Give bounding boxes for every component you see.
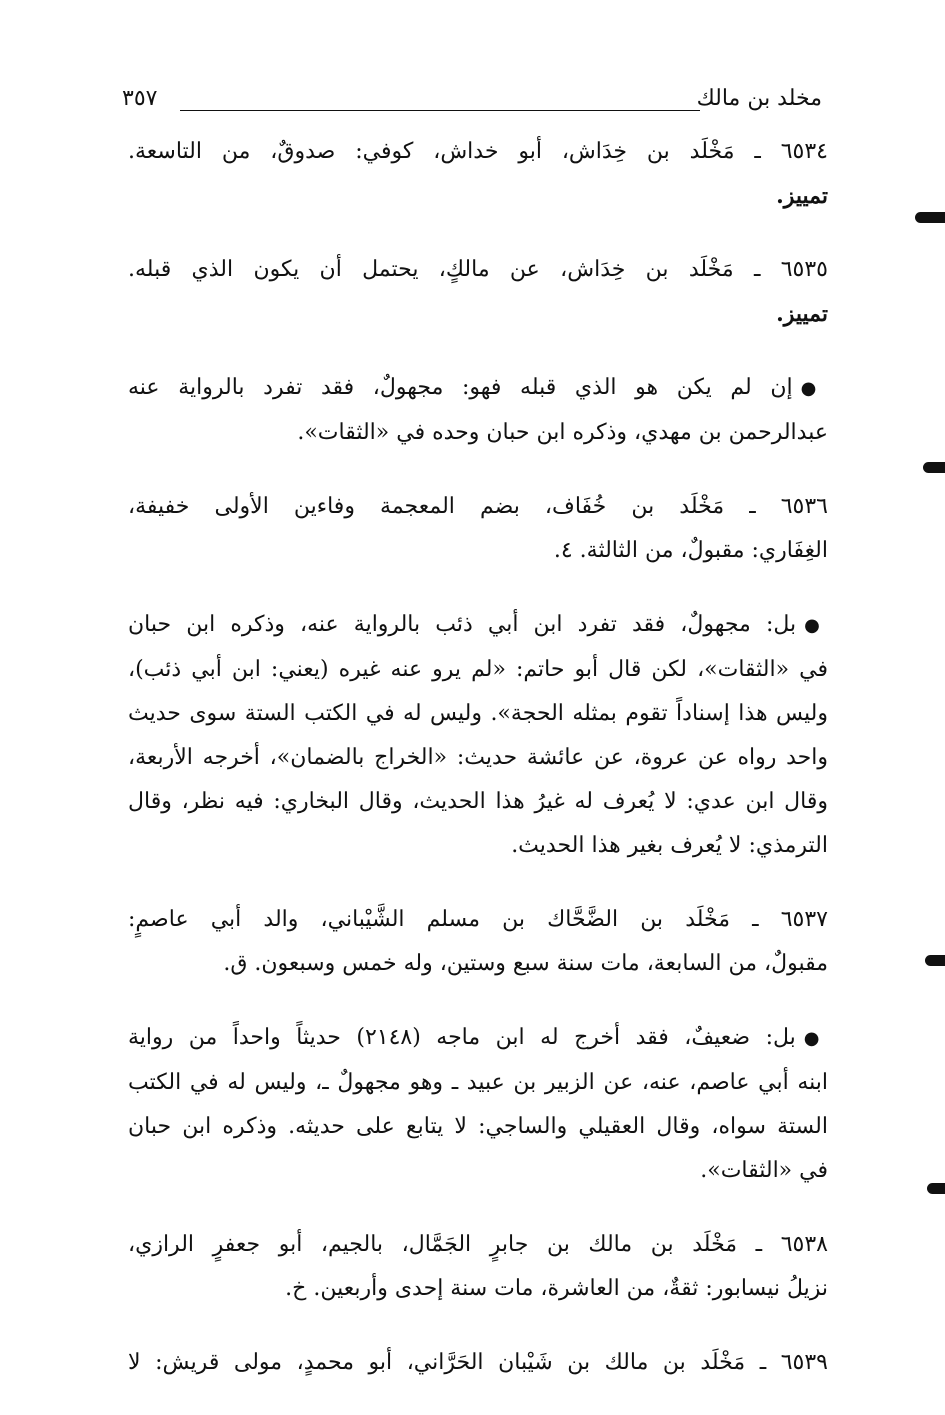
text-line: ٦٥٣٩ ـ مَخْلَد بن مالك بن شَيْبان الحَرَّاني، أبو محمدٍ، مولى قريش: لا — [128, 1350, 828, 1375]
text-line: الغِفَاري: مقبولٌ، من الثالثة. ٤. — [553, 538, 828, 563]
running-header — [122, 84, 822, 118]
entry-6537 — [128, 898, 828, 986]
entry-6538 — [128, 1223, 828, 1311]
text-line: مقبولٌ، من السابعة، مات سنة سبع وستين، وله خمس وسبعون. ق. — [223, 951, 828, 976]
note-line: ابنه أبي عاصم، عنه، عن الزبير بن عبيد ـ وهو مجهولٌ ـ، وليس له في الكتب — [128, 1070, 828, 1095]
note-line: في «الثقات». — [700, 1158, 828, 1183]
header-rule — [180, 110, 700, 111]
note-line: عبدالرحمن بن مهدي، وذكره ابن حبان وحده في «الثقات». — [297, 420, 828, 445]
entry-6539 — [128, 1341, 828, 1385]
text-line: ٦٥٣٦ ـ مَخْلَد بن خُفَاف، بضم المعجمة وفاءين الأولى خفيفة، — [128, 494, 828, 519]
note-line: واحد رواه عن عروة، عن عائشة حديث: «الخراج بالضمان»، أخرجه الأربعة، — [128, 745, 828, 770]
scan-edge-mark — [927, 1183, 945, 1194]
note-line: ●إن لم يكن هو الذي قبله فهو: مجهولٌ، فقد تفرد بالرواية عنه — [128, 375, 828, 400]
text-line: نزيلُ نيسابور: ثقةٌ، من العاشرة، مات سنة إحدى وأربعين. خ. — [285, 1276, 828, 1301]
text-line: تمييز. — [776, 301, 828, 327]
note-line: في «الثقات»، لكن قال أبو حاتم: «لم يرو عنه غيره (يعني: ابن أبي ذئب)، — [128, 657, 828, 682]
header-title: مخلد بن مالك — [696, 86, 822, 111]
note-line: وقال ابن عدي: لا يُعرف له غيرُ هذا الحديث، وقال البخاري: فيه نظر، وقال — [128, 789, 828, 814]
bullet-icon: ● — [804, 615, 828, 636]
note-line: ●بل: ضعيفٌ، فقد أخرج له ابن ماجه (٢١٤٨) حديثاً واحداً من رواية — [128, 1025, 828, 1050]
editor-note — [128, 366, 828, 455]
text-line: تمييز. — [776, 183, 828, 209]
text-line: ٦٥٣٧ ـ مَخْلَد بن الضَّحَّاك بن مسلم الشَّيْباني، والد أبي عاصمٍ: — [128, 907, 828, 932]
entry-6535 — [128, 248, 828, 336]
entry-6534 — [128, 130, 828, 218]
note-line: وليس هذا إسناداً تقوم بمثله الحجة». وليس له في الكتب الستة سوى حديث — [128, 701, 828, 726]
text-line: ٦٥٣٤ ـ مَخْلَد بن خِدَاش، أبو خداش، كوفي: صدوقٌ، من التاسعة. — [128, 139, 828, 164]
page-number: ٣٥٧ — [122, 86, 158, 111]
editor-note — [128, 1016, 828, 1193]
bullet-icon: ● — [800, 378, 828, 399]
note-line: الترمذي: لا يُعرف بغير هذا الحديث. — [511, 833, 828, 858]
scan-edge-mark — [925, 955, 945, 966]
scan-edge-mark — [915, 212, 945, 223]
entry-6536 — [128, 485, 828, 573]
scan-edge-mark — [923, 462, 945, 473]
editor-note — [128, 603, 828, 868]
text-line: ٦٥٣٨ ـ مَخْلَد بن مالك بن جابرٍ الجَمَّال، بالجيم، أبو جعفرٍ الرازي، — [128, 1232, 828, 1257]
bullet-icon: ● — [803, 1028, 828, 1049]
note-line: الستة سواه، وقال العقيلي والساجي: لا يتابع على حديثه. وذكره ابن حبان — [128, 1114, 828, 1139]
note-line: ●بل: مجهولٌ، فقد تفرد ابن أبي ذئب بالرواية عنه، وذكره ابن حبان — [128, 612, 828, 637]
page-body — [128, 130, 828, 1415]
text-line: ٦٥٣٥ ـ مَخْلَد بن خِدَاش، عن مالكٍ، يحتمل أن يكون الذي قبله. — [128, 257, 828, 282]
